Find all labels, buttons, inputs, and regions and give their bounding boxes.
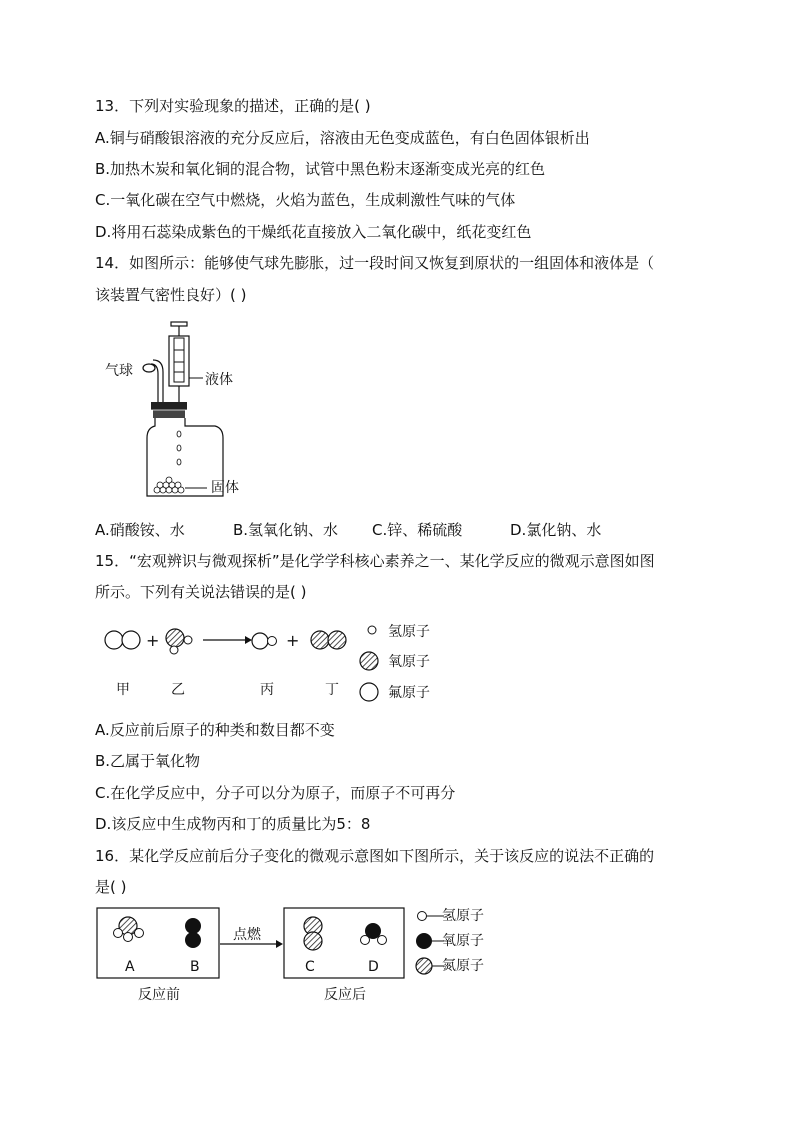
- q14-option-a: A.硝酸铵、水: [95, 521, 185, 539]
- q15-option-a: A.反应前后原子的种类和数目都不变: [95, 721, 335, 739]
- svg-text:+: +: [146, 631, 160, 650]
- q15-option-b: B.乙属于氧化物: [95, 752, 201, 770]
- q13-option-c: C.一氧化碳在空气中燃烧，火焰为蓝色，生成刺激性气味的气体: [95, 191, 516, 209]
- q13-option-b: B.加热木炭和氧化铜的混合物，试管中黑色粉末逐渐变成光亮的红色: [95, 160, 546, 178]
- molecule-label-c: C: [305, 959, 315, 975]
- caption-before: 反应前: [138, 987, 180, 1003]
- q14-stem-line2: 该装置气密性良好）( ): [95, 286, 247, 304]
- q15-stem-line1: 15．“宏观辨识与微观探析”是化学学科核心素养之一、某化学反应的微观示意图如图: [95, 552, 655, 570]
- liquid-label: 液体: [205, 372, 233, 388]
- species-label-yi: 乙: [171, 682, 185, 698]
- q16-stem-line2: 是( ): [95, 878, 127, 896]
- q14-option-b: B.氢氧化钠、水: [233, 521, 339, 539]
- legend-oxygen: 氧原子: [388, 654, 430, 670]
- solid-label: 固体: [211, 480, 239, 496]
- legend-hydrogen: 氢原子: [388, 624, 430, 640]
- q15-stem-line2: 所示。下列有关说法错误的是( ): [95, 583, 307, 601]
- molecule-label-a: A: [125, 959, 135, 975]
- caption-after: 反应后: [324, 987, 366, 1003]
- molecule-label-b: B: [190, 959, 200, 975]
- arrow-label-ignite: 点燃: [233, 927, 261, 943]
- q13-option-d: D.将用石蕊染成紫色的干燥纸花直接放入二氧化碳中，纸花变红色: [95, 223, 532, 241]
- q13-option-a: A.铜与硝酸银溶液的充分反应后，溶液由无色变成蓝色，有白色固体银析出: [95, 129, 590, 147]
- legend-fluorine: 氟原子: [388, 685, 430, 701]
- q16-stem-line1: 16．某化学反应前后分子变化的微观示意图如下图所示，关于该反应的说法不正确的: [95, 847, 655, 865]
- svg-text:+: +: [286, 631, 300, 650]
- q15-reaction-figure: [100, 620, 390, 660]
- q15-legend-icons: [358, 620, 382, 704]
- q15-option-c: C.在化学反应中，分子可以分为原子，而原子不可再分: [95, 784, 456, 802]
- q16-legend-hydrogen: 氢原子: [442, 908, 484, 924]
- q13-stem: 13．下列对实验现象的描述，正确的是( ): [95, 97, 371, 115]
- q16-legend-nitrogen: 氮原子: [442, 958, 484, 974]
- balloon-label: 气球: [105, 363, 133, 379]
- q16-legend-oxygen: 氧原子: [442, 933, 484, 949]
- molecule-label-d: D: [368, 959, 379, 975]
- q14-option-d: D.氯化钠、水: [510, 521, 602, 539]
- q15-option-d: D.该反应中生成物丙和丁的质量比为5：8: [95, 815, 371, 833]
- species-label-ding: 丁: [325, 682, 339, 698]
- q14-apparatus-figure: [95, 316, 295, 506]
- species-label-jia: 甲: [116, 682, 130, 698]
- q14-option-c: C.锌、稀硫酸: [372, 521, 463, 539]
- q14-stem-line1: 14．如图所示：能够使气球先膨胀，过一段时间又恢复到原状的一组固体和液体是（: [95, 254, 655, 272]
- species-label-bing: 丙: [260, 682, 274, 698]
